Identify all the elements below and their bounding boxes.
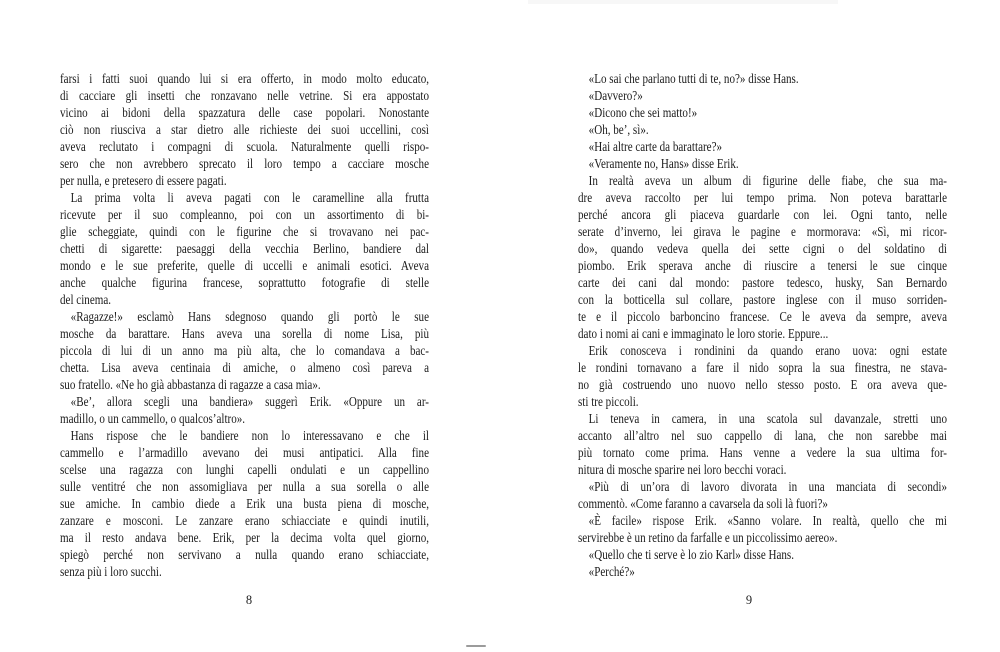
text-line: «Oh, be’, sì». [588, 122, 649, 137]
text-line: per nulla, e pretesero di essere pagati. [60, 173, 227, 188]
text-line: senza più i loro succhi. [60, 564, 162, 579]
text-line: Erik conosceva i rondinini da quando erano uova: ogni estate [588, 343, 947, 358]
text-line: nitura di mosche sparire nei loro becchi voraci. [578, 462, 787, 477]
text-line: ma il resto andava bene. Erik, per la decima volta quel giorno, [60, 530, 429, 545]
text-line: dre aveva raccolto per lui tempo prima. Non poteva barattarle [578, 190, 947, 205]
text-line: sti tre piccoli. [578, 394, 639, 409]
text-line: vicino ai bidoni della spazzatura delle case popolari. Nonostante [60, 105, 429, 120]
text-line: mondo e le sue preferite, quelle di uccelli e animali esotici. Aveva [60, 258, 429, 273]
text-line: spiegò perché non servivano a nulla quando erano schiacciate, [60, 547, 429, 562]
text-line: Li teneva in camera, in una scatola sul davanzale, stretti uno [588, 411, 947, 426]
text-line: «Hai altre carte da barattare?» [588, 139, 723, 154]
text-line: di cacciare gli insetti che ronzavano nelle vetrine. Si era appostato [60, 88, 429, 103]
text-line: «Ragazze!» esclamò Hans sdegnoso quando gli portò le sue [70, 309, 429, 324]
text-line: madillo, o un cammello, o qualcos’altro». [60, 411, 246, 426]
text-line: aveva reclutato i compagni di scuola. Naturalmente quelli rispo- [60, 139, 429, 154]
text-line: sero che non avrebbero sprecato il loro tempo a cacciare mosche [60, 156, 429, 171]
text-line: do», quando vedeva quella dei sette cigni o del soldatino di [578, 241, 947, 256]
text-line: suo fratello. «Ne ho già abbastanza di ragazze a casa mia». [60, 377, 321, 392]
text-line: ciò non riusciva a star dietro alle richieste dei suoi uccellini, così [60, 122, 429, 137]
text-line: Hans rispose che le bandiere non lo interessavano e che il [70, 428, 429, 443]
text-line: farsi i fatti suoi quando lui si era offerto, in modo molto educato, [60, 71, 429, 86]
text-line: «Be’, allora scegli una bandiera» suggerì Erik. «Oppure un ar- [70, 394, 429, 409]
text-line: cammello e l’armadillo avevano dei musi antipatici. Alla fine [60, 445, 429, 460]
text-line: La prima volta li aveva pagati con le caramelline alla frutta [70, 190, 429, 205]
text-line: le rondini tornavano a fare il nido sopra la sua finestra, ne stava- [578, 360, 947, 375]
text-line: «Veramente no, Hans» disse Erik. [588, 156, 739, 171]
text-line: carte dei cani dal mondo: pastore tedesco, husky, San Bernardo [578, 275, 947, 290]
text-line: scelse una ragazza con lunghi capelli ondulati e un cappellino [60, 462, 429, 477]
text-line: In realtà aveva un album di figurine delle fiabe, che sua ma- [588, 173, 947, 188]
text-line: piombo. Erik sperava anche di riuscire a tenersi le sue cinque [578, 258, 947, 273]
text-line: «Quello che ti serve è lo zio Karl» disse Hans. [588, 547, 795, 562]
text-line: accanto all’altro nel suo cappello di lana, che non sarebbe mai [578, 428, 947, 443]
text-line: chetta. Lisa aveva centinaia di amiche, o almeno così pareva a [60, 360, 429, 375]
text-line: «Più di un’ora di lavoro divorata in una manciata di secondi» [588, 479, 947, 494]
text-line: con la botticella sul collare, pastore inglese con il muso sorriden- [578, 292, 947, 307]
book-page-right[interactable] [578, 70, 947, 580]
drag-handle[interactable] [466, 645, 486, 647]
text-line: no già costruendo uno nuovo nello stesso posto. E ora aveva que- [578, 377, 947, 392]
text-line: glie scheggiate, quindi con le figurine che si trovavano nei pac- [60, 224, 429, 239]
text-line: sue amiche. In cambio diede a Erik una busta piena di mosche, [60, 496, 429, 511]
text-line: ricevute per il suo compleanno, poi con un assortimento di bi- [60, 207, 429, 222]
book-page-left[interactable] [60, 70, 429, 580]
text-line: «Perché?» [588, 564, 635, 579]
text-line: del cinema. [60, 292, 112, 307]
text-line: servirebbe è un retino da farfalle e un piccolissimo aereo». [578, 530, 838, 545]
text-line: chetti di sigarette: paesaggi della vecchia Berlino, bandiere dal [60, 241, 429, 256]
text-line: serate d’inverno, lei girava le pagine e mormorava: «Sì, mi ricor- [578, 224, 947, 239]
text-line: te e il piccolo barboncino francese. Ce le aveva da sempre, aveva [578, 309, 947, 324]
text-line: sulle ventitré che non assomigliava per nulla a sua sorella o alle [60, 479, 429, 494]
text-line: commentò. «Come faranno a cavarsela da soli là fuori?» [578, 496, 828, 511]
page-text-column-left [60, 70, 429, 580]
text-line: «Dicono che sei matto!» [588, 105, 698, 120]
page-text-column-right [578, 70, 947, 580]
text-line: mosche da barattare. Hans aveva una sorella di nome Lisa, più [60, 326, 429, 341]
text-line: «Davvero?» [588, 88, 643, 103]
text-line: piccola di lui di un anno ma più alta, che lo comandava a bac- [60, 343, 429, 358]
text-line: «È facile» rispose Erik. «Sanno volare. In realtà, quello che mi [588, 513, 947, 528]
text-line: dato i nomi ai cani e immaginato le loro storie. Eppure... [578, 326, 829, 341]
page-number-right: 9 [745, 593, 753, 607]
reader-top-bar [528, 0, 838, 4]
text-line: zanzare e mosconi. Le zanzare erano schiacciate e quindi inutili, [60, 513, 429, 528]
page-number-left: 8 [245, 593, 253, 607]
text-line: «Lo sai che parlano tutti di te, no?» disse Hans. [588, 71, 799, 86]
text-line: perché ancora gli piaceva guardarle con lei. Ogni tanto, nelle [578, 207, 947, 222]
text-line: anche qualche figurina francese, soprattutto fotografie di stelle [60, 275, 429, 290]
text-line: più tornato come prima. Hans venne a vedere la sua ultima for- [578, 445, 947, 460]
